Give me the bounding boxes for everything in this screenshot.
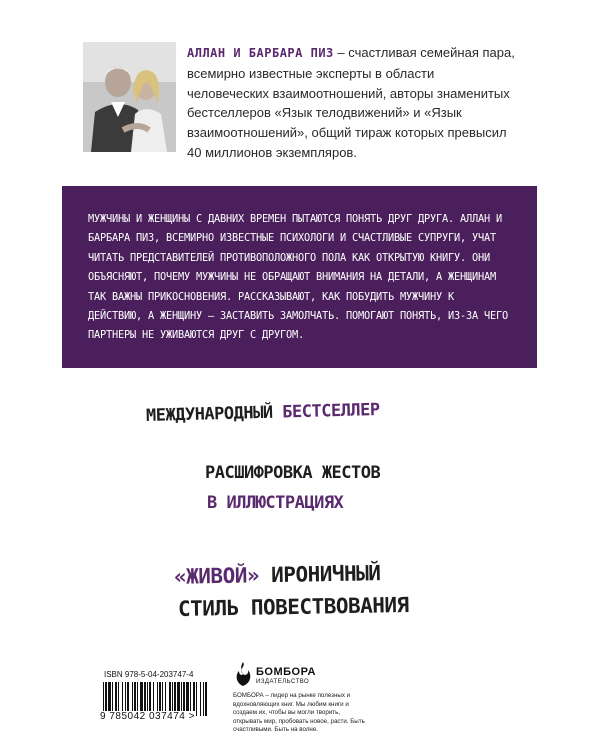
publisher-name: БОМБОРА bbox=[256, 666, 316, 678]
isbn-label: ISBN 978-5-04-203747-4 bbox=[104, 670, 194, 679]
author-bio-text: – счастливая семейная пара, всемирно известные эксперты в области человеческих взаимоотношений, авторы знаменитых бестселлеров «Язык телодвижений» и «Язык взаимоотношений», общий тираж которых превысил 40 миллионов экземпляров. bbox=[187, 45, 515, 160]
slogan-style-plain: ИРОНИЧНЫЙ bbox=[270, 561, 381, 588]
author-names: АЛЛАН И БАРБАРА ПИЗ bbox=[187, 46, 334, 60]
slogan-style-line1 bbox=[174, 561, 381, 589]
slogan-bestseller-accent: БЕСТСЕЛЛЕР bbox=[282, 399, 380, 423]
description-panel bbox=[62, 186, 537, 368]
slogan-gestures-line2: В ИЛЛЮСТРАЦИЯХ bbox=[207, 493, 344, 513]
slogan-bestseller-plain: МЕЖДУНАРОДНЫЙ bbox=[145, 402, 273, 427]
barcode-bar bbox=[205, 682, 207, 716]
slogan-style-accent: «ЖИВОЙ» bbox=[173, 563, 260, 589]
bombora-logo-icon bbox=[233, 661, 253, 689]
author-photo bbox=[83, 42, 176, 152]
barcode-digits: 9 785042 037474 > bbox=[100, 711, 195, 722]
publisher-description: БОМБОРА – лидер на рынке полезных и вдохновляющих книг. Мы любим книги и создаем их, чтобы вы могли творить, открывать мир, пробовать новое, расти. Быть счастливыми. Быть на волне. bbox=[233, 692, 365, 734]
slogan-bestseller bbox=[146, 400, 380, 426]
slogan-style-line2: СТИЛЬ ПОВЕСТВОВАНИЯ bbox=[177, 592, 409, 622]
barcode-bar bbox=[196, 682, 197, 716]
barcode-bar bbox=[203, 682, 204, 716]
publisher-subtitle: ИЗДАТЕЛЬСТВО bbox=[256, 679, 310, 685]
barcode-bar bbox=[200, 682, 201, 716]
slogan-gestures-line1: РАСШИФРОВКА ЖЕСТОВ bbox=[205, 463, 381, 483]
author-bio bbox=[187, 43, 517, 163]
description-text: МУЖЧИНЫ И ЖЕНЩИНЫ С ДАВНИХ ВРЕМЕН ПЫТАЮТСЯ ПОНЯТЬ ДРУГ ДРУГА. АЛЛАН И БАРБАРА ПИЗ, ВСЕМИРНО ИЗВЕСТНЫЕ ПСИХОЛОГИ И СЧАСТЛИВЫЕ СУПРУГИ, УЧАТ ЧИТАТЬ ПРЕДСТАВИТЕЛЕЙ ПРОТИВОПОЛОЖНОГО ПОЛА КАК ОТКРЫТУЮ КНИГУ. ОНИ ОБЪЯСНЯЮТ, ПОЧЕМУ МУЖЧИНЫ НЕ ОБРАЩАЮТ ВНИМАНИЯ НА ДЕТАЛИ, А ЖЕНЩИНАМ ТАК ВАЖНЫ ПРИКОСНОВЕНИЯ. РАССКАЗЫВАЮТ, КАК ПОБУДИТЬ МУЖЧИНУ К ДЕЙСТВИЮ, А ЖЕНЩИНУ – ЗАСТАВИТЬ ЗАМОЛЧАТЬ. ПОМОГАЮТ ПОНЯТЬ, ИЗ-ЗА ЧЕГО ПАРТНЕРЫ НЕ УЖИВАЮТСЯ ДРУГ С ДРУГОМ. bbox=[88, 213, 508, 342]
